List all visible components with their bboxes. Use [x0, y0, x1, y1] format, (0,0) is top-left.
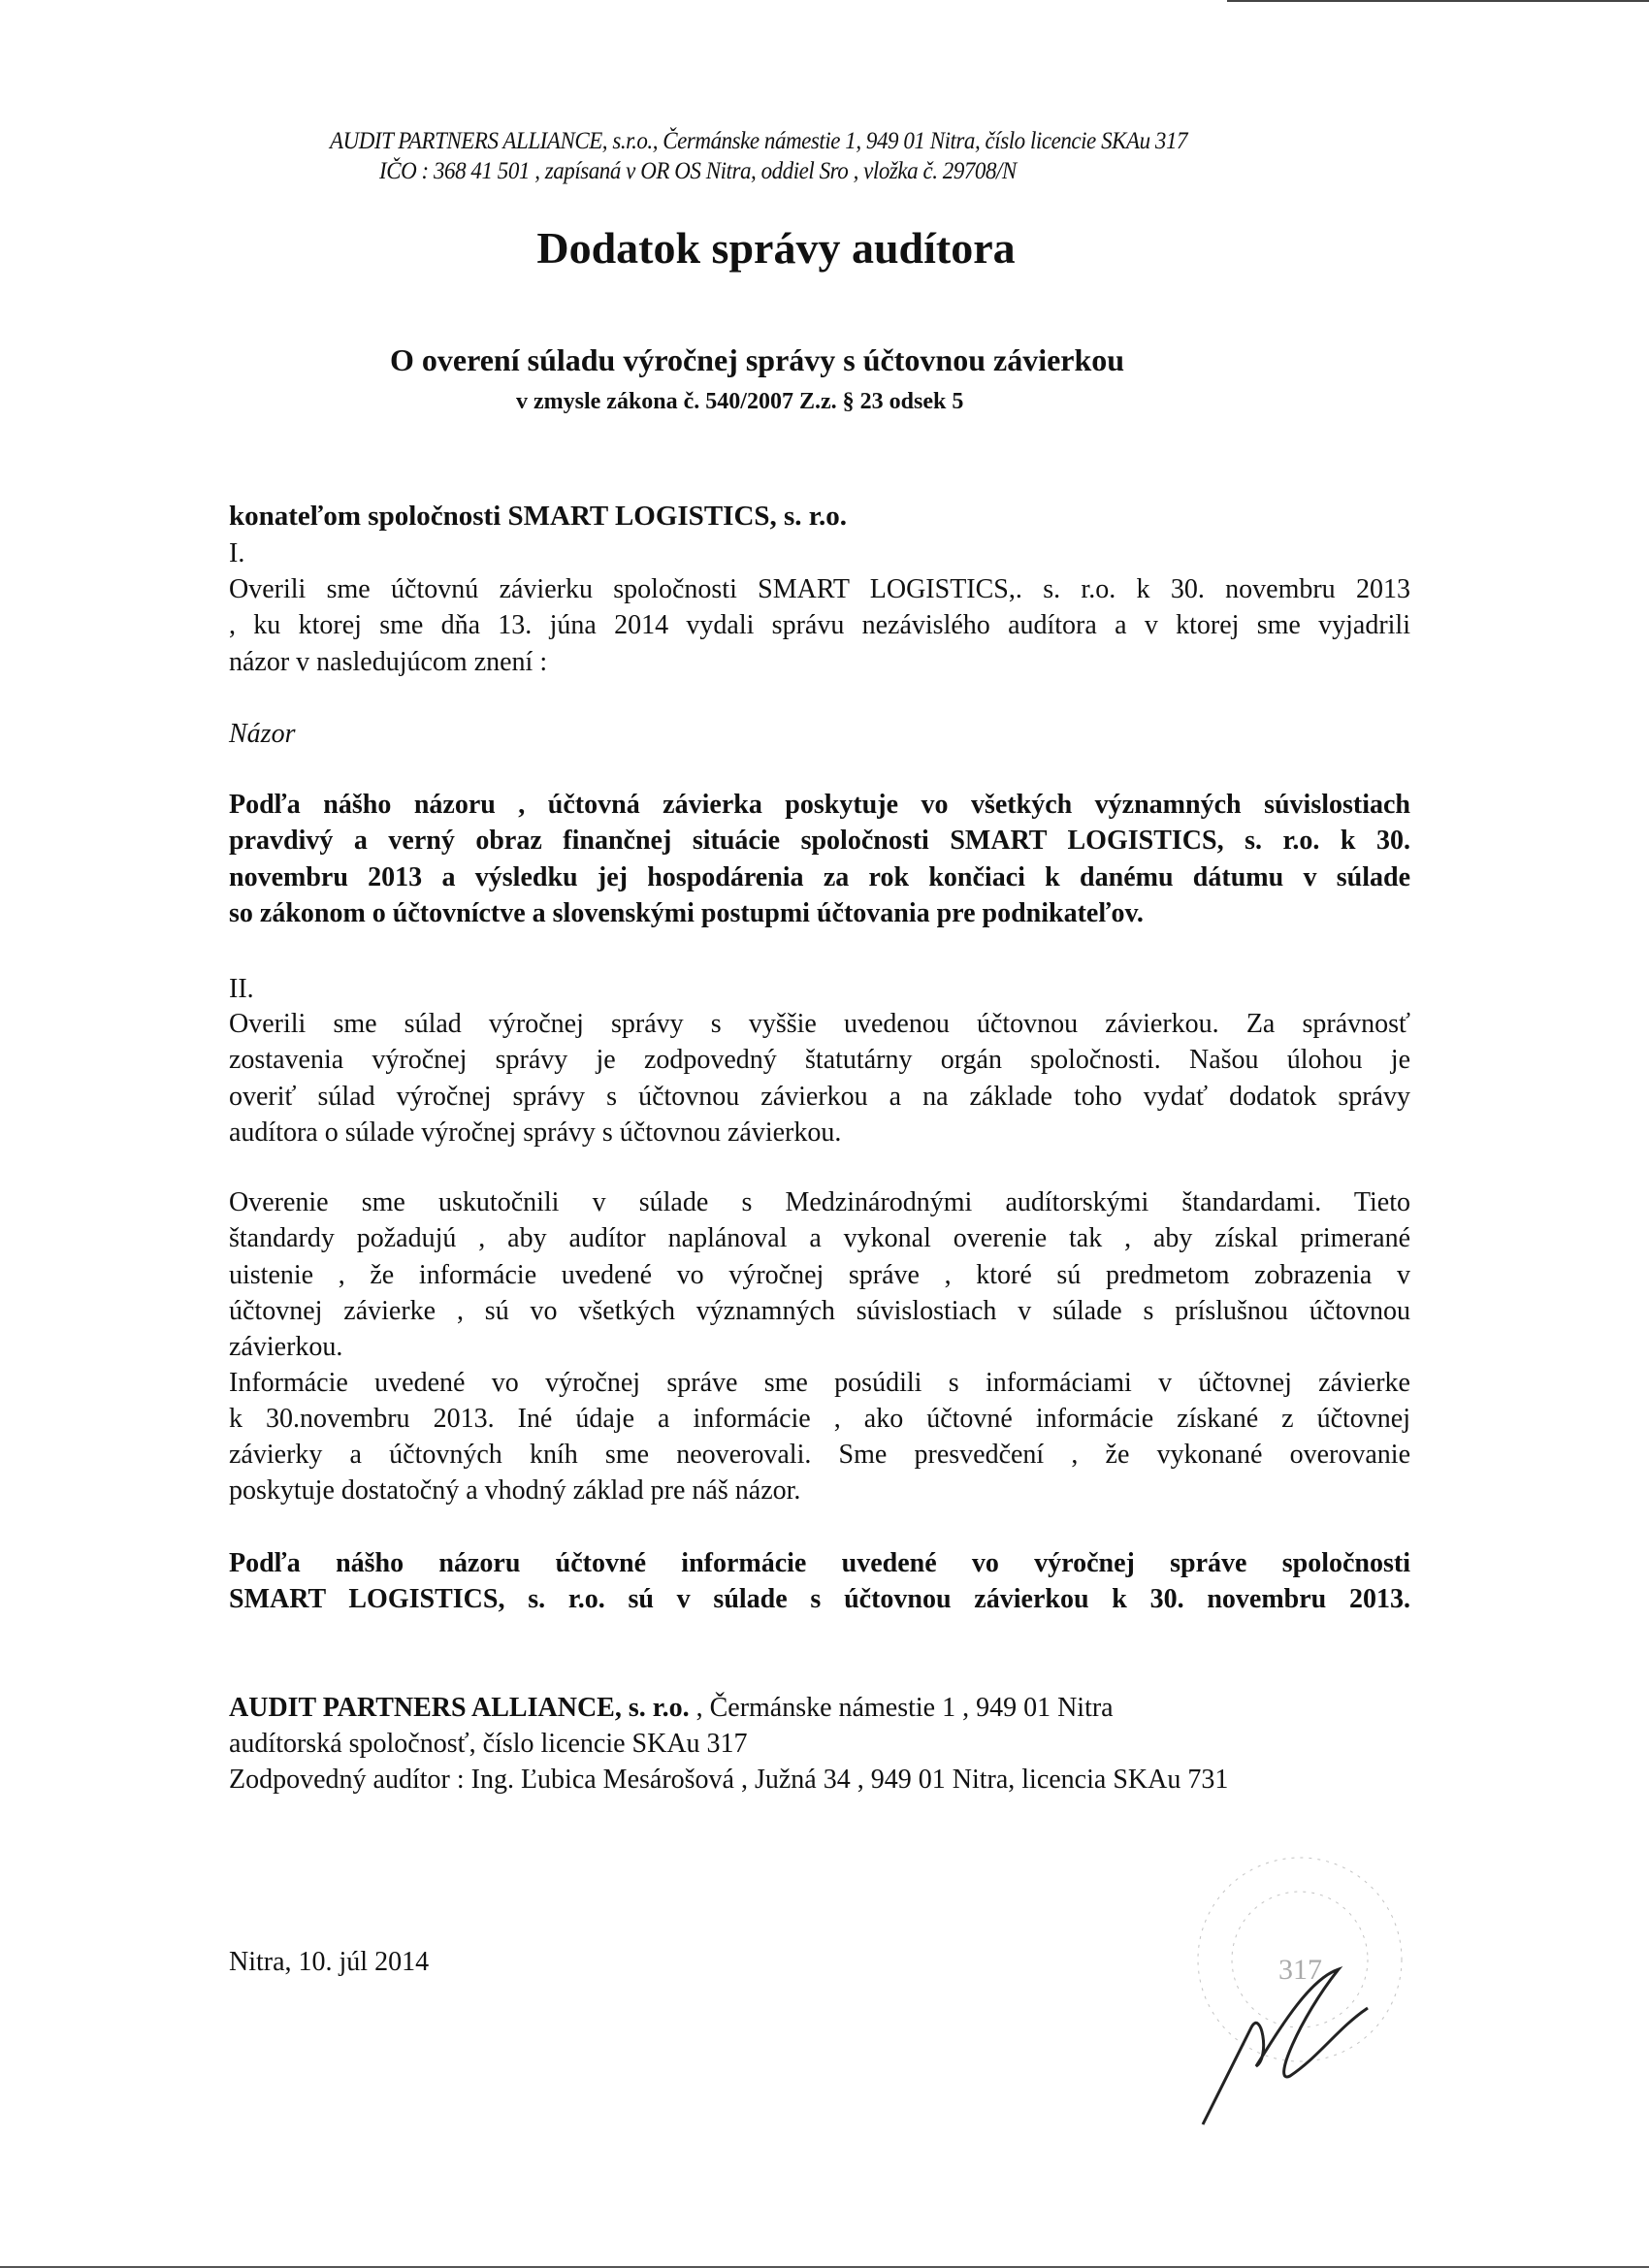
text-line: zostavenia výročnej správy je zodpovedný štatutárny orgán spoločnosti. Našou úlohou je — [229, 1045, 1410, 1076]
text-line: závierky a účtovných kníh sme neoverovali. Sme presvedčení , že vykonané overovanie — [229, 1440, 1410, 1470]
signature-icon — [1203, 1969, 1368, 2124]
auditor-firm-address: , Čermánske námestie 1 , 949 01 Nitra — [689, 1693, 1114, 1723]
text-line: novembru 2013 a výsledku jej hospodárenia za rok končiaci k danému dátumu v súlade — [229, 861, 1410, 892]
opinion-heading: Názor — [229, 719, 296, 749]
text-line: Podľa nášho názoru účtovné informácie uvedené vo výročnej správe spoločnosti — [229, 1548, 1410, 1578]
document-title: Dodatok správy audítora — [536, 223, 1016, 273]
letterhead-line-1: AUDIT PARTNERS ALLIANCE, s.r.o., Čermánske námestie 1, 949 01 Nitra, číslo licencie SKAu 317 — [330, 128, 1188, 154]
stamp-and-signature — [1145, 1833, 1455, 2154]
text-line: Informácie uvedené vo výročnej správe sme posúdili s informáciami v účtovnej závierke — [229, 1368, 1410, 1398]
auditor-firm-name: AUDIT PARTNERS ALLIANCE, s. r.o. — [229, 1693, 690, 1723]
addressee: konateľom spoločnosti SMART LOGISTICS, s. r.o. — [229, 501, 848, 532]
text-line: závierkou. — [229, 1332, 343, 1362]
text-line: Podľa nášho názoru , účtovná závierka poskytuje vo všetkých významných súvislostiach — [229, 790, 1410, 820]
text-line: SMART LOGISTICS, s. r.o. sú v súlade s účtovnou závierkou k 30. novembru 2013. — [229, 1584, 1410, 1615]
text-line: účtovnej závierke , sú vo všetkých významných súvislostiach v súlade s príslušnou účtovnou — [229, 1295, 1410, 1326]
subtitle-line-1: O overení súladu výročnej správy s účtovnou závierkou — [390, 342, 1125, 377]
text-line: štandardy požadujú , aby audítor naplánoval a vykonal overenie tak , aby získal primerané — [229, 1223, 1410, 1254]
scan-edge-line — [1227, 0, 1649, 2]
signature-line-1 — [229, 1693, 1410, 1724]
signature-line-2: audítorská spoločnosť, číslo licencie SKAu 317 — [229, 1729, 748, 1759]
letterhead-line-2: IČO : 368 41 501 , zapísaná v OR OS Nitra, oddiel Sro , vložka č. 29708/N — [379, 158, 1017, 184]
text-line: Overenie sme uskutočnili v súlade s Medzinárodnými audítorskými štandardami. Tieto — [229, 1187, 1410, 1217]
text-line: k 30.novembru 2013. Iné údaje a informácie , ako účtovné informácie získané z účtovnej — [229, 1404, 1410, 1434]
text-line: poskytuje dostatočný a vhodný základ pre náš názor. — [229, 1475, 801, 1506]
text-line: overiť súlad výročnej správy s účtovnou závierkou a na základe toho vydať dodatok správy — [229, 1081, 1410, 1112]
text-line: Overili sme účtovnú závierku spoločnosti SMART LOGISTICS,. s. r.o. k 30. novembru 2013 — [229, 574, 1410, 604]
subtitle-line-2: v zmysle zákona č. 540/2007 Z.z. § 23 odsek 5 — [516, 389, 964, 414]
section-1-numeral: I. — [229, 538, 245, 568]
stamp-number: 317 — [1278, 1954, 1322, 1986]
text-line: pravdivý a verný obraz finančnej situácie spoločnosti SMART LOGISTICS, s. r.o. k 30. — [229, 826, 1410, 857]
text-line: , ku ktorej sme dňa 13. júna 2014 vydali správu nezávislého audítora a v ktorej sme vyjadrili — [229, 610, 1410, 641]
text-line: uistenie , že informácie uvedené vo výročnej správe , ktoré sú predmetom zobrazenia v — [229, 1259, 1410, 1290]
text-line: Overili sme súlad výročnej správy s vyššie uvedenou účtovnou závierkou. Za správnosť — [229, 1009, 1410, 1039]
text-line: audítora o súlade výročnej správy s účtovnou závierkou. — [229, 1117, 842, 1148]
text-line: názor v nasledujúcom znení : — [229, 646, 548, 677]
section-2-numeral: II. — [229, 974, 254, 1004]
text-line: so zákonom o účtovníctve a slovenskými postupmi účtovania pre podnikateľov. — [229, 897, 1144, 928]
place-and-date: Nitra, 10. júl 2014 — [229, 1947, 430, 1977]
signature-line-3: Zodpovedný audítor : Ing. Ľubica Mesárošová , Južná 34 , 949 01 Nitra, licencia SKAu 731 — [229, 1765, 1229, 1795]
